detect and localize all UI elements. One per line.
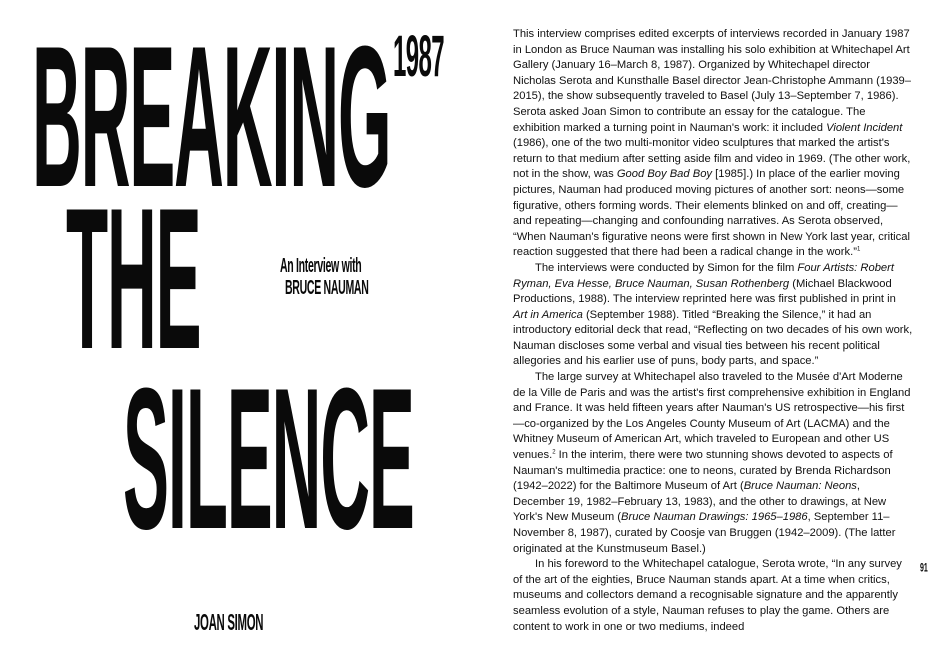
title-line-the: THE bbox=[66, 167, 201, 392]
p3-text-c: , December 19, 1982–February 13, 1983), and the other to drawings, at New York's New Museum ( bbox=[513, 480, 887, 524]
p1-text-c: [1985].) In place of the earlier moving pictures, Nauman had produced moving pictures of another sort: neons—some figurative, others forming words. Their elements blinked on and off, creating—and repeating—changing and confounding narratives. As Serota observed, “When Nauman's figurative neons were first shown in New York last year, critical reaction suggested that there had been a radical change in the work.” bbox=[513, 168, 910, 259]
p3-text-d: , September 11–November 8, 1987), curated by Coosje van Bruggen (1942–2009). (The latter originated at the Kunstmuseum Basel.) bbox=[513, 511, 896, 555]
title-year: 1987 bbox=[393, 25, 444, 89]
p3-text-a: The large survey at Whitechapel also traveled to the Musée d'Art Moderne de la Ville de Paris and was the artist's first comprehensive exhibition in England and France. It was held fifteen years after Nauman's US retrospective—his first—co-organized by the Los Angeles County Museum of Art (LACMA) and the Whitney Museum of American Art, which traveled to European and other US venues. bbox=[513, 371, 911, 462]
body-paragraph-4 bbox=[513, 557, 913, 635]
body-paragraph-3 bbox=[513, 370, 913, 557]
p3-italic-2: Bruce Nauman Drawings: 1965–1986 bbox=[621, 511, 808, 524]
p2-text-b: (Michael Blackwood Productions, 1988). The interview reprinted here was first published in print in bbox=[513, 277, 896, 306]
p2-italic-1: Four Artists: Robert Ryman, Eva Hesse, Bruce Nauman, Susan Rothenberg bbox=[513, 261, 894, 290]
p1-text-b: (1986), one of the two multi-monitor video sculptures that marked the artist's return to that medium after setting aside film and video in 1969. (The other work, not in the show, was bbox=[513, 137, 911, 181]
body-paragraph-1 bbox=[513, 27, 913, 261]
article-body bbox=[513, 27, 913, 635]
p4-text-a: In his foreword to the Whitechapel catalogue, Serota wrote, “In any survey of the art of the eighties, Bruce Nauman stands apart. At a time when critics, museums and collectors demand a recognisable signature and the apparently seamless evolution of a style, Nauman refuses to play the game. Others are content to work in one or two mediums, indeed bbox=[513, 558, 902, 633]
p2-text-a: The interviews were conducted by Simon for the film bbox=[535, 261, 798, 274]
author-name: JOAN SIMON bbox=[194, 610, 264, 636]
p1-italic-2: Good Boy Bad Boy bbox=[616, 168, 713, 181]
title-line-breaking: BREAKING bbox=[32, 5, 391, 230]
subtitle-artist-name: BRUCE NAUMAN bbox=[285, 275, 369, 299]
p1-italic-1: Violent Incident bbox=[826, 121, 903, 134]
p2-italic-2: Art in America bbox=[513, 308, 583, 321]
p1-text-a: This interview comprises edited excerpts of interviews recorded in January 1987 in London as Bruce Nauman was installing his solo exhibition at Whitechapel Art Gallery (January 16–March 8, 1987). Organized by Whitechapel director Nicholas Serota and Kunsthalle Basel director Jean-Christophe Ammann (1939–2015), the show subsequently traveled to Basel (July 13–September 7, 1986). Serota asked Joan Simon to contribute an essay for the catalogue. The exhibition marked a turning point in Nauman's work: it included bbox=[513, 28, 912, 134]
page-number: 91 bbox=[920, 561, 928, 575]
p3-italic-1: Bruce Nauman: Neons bbox=[743, 480, 857, 493]
subtitle-interview-with: An Interview with bbox=[280, 253, 362, 277]
p2-text-c: (September 1988). Titled “Breaking the Silence,” it had an introductory editorial deck that read, “Reflecting on two decades of his own work, Nauman discloses some verbal and visual ties between his recent political allegories and his earlier use of puns, body parts, and space.” bbox=[513, 308, 913, 368]
footnote-ref-2: 2 bbox=[552, 449, 556, 456]
footnote-ref-1: 1 bbox=[856, 246, 861, 253]
body-paragraph-2 bbox=[513, 261, 913, 370]
p3-text-b: In the interim, there were two stunning shows devoted to aspects of Nauman's multimedia practice: one to neons, curated by Brenda Richardson (1942–2022) for the Baltimore Museum of Art ( bbox=[513, 449, 893, 493]
title-line-silence: SILENCE bbox=[123, 347, 414, 572]
